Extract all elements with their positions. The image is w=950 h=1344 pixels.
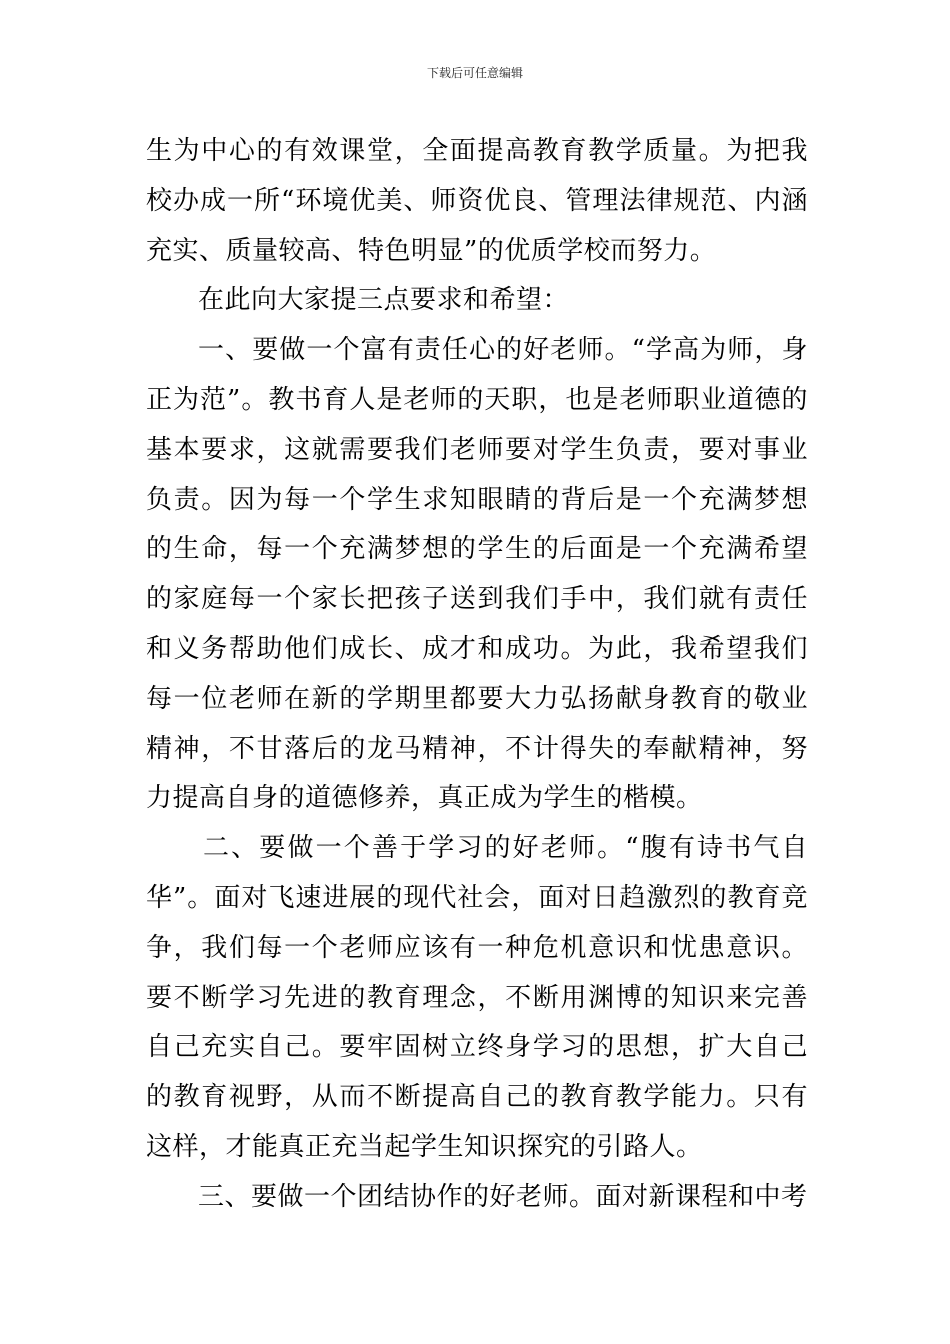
paragraph-continuation: 生为中心的有效课堂，全面提高教育教学质量。为把我校办成一所“环境优美、师资优良、管理法律规范、内涵充实、质量较高、特色明显”的优质学校而努力。 [146, 136, 808, 266]
page-header-note: 下载后可任意编辑 [426, 66, 523, 80]
paragraph-point-one: 一、要做一个富有责任心的好老师。“学高为师，身正为范”。教书育人是老师的天职，也是老师职业道德的基本要求，这就需要我们老师要对学生负责，要对事业负责。因为每一个学生求知眼睛的背后是一个充满梦想的生命，每一个充满梦想的学生的后面是一个充满希望的家庭每一个家长把孩子送到我们手中，我们就有责任和义务帮助他们成长、成才和成功。为此，我希望我们每一位老师在新的学期里都要大力弘扬献身教育的敬业精神，不甘落后的龙马精神，不计得失的奉献精神，努力提高自身的道德修养，真正成为学生的楷模。 [146, 335, 808, 814]
paragraph-intro: 在此向大家提三点要求和希望： [198, 285, 570, 316]
paragraph-point-three: 三、要做一个团结协作的好老师。面对新课程和中考 [198, 1181, 808, 1212]
paragraph-point-two: 二、要做一个善于学习的好老师。“腹有诗书气自华”。面对飞速进展的现代社会，面对日趋激烈的教育竞争，我们每一个老师应该有一种危机意识和忧患意识。要不断学习先进的教育理念，不断用渊博的知识来完善自己充实自己。要牢固树立终身学习的思想，扩大自己的教育视野，从而不断提高自己的教育教学能力。只有这样，才能真正充当起学生知识探究的引路人。 [146, 833, 808, 1162]
document-body [146, 127, 808, 1223]
